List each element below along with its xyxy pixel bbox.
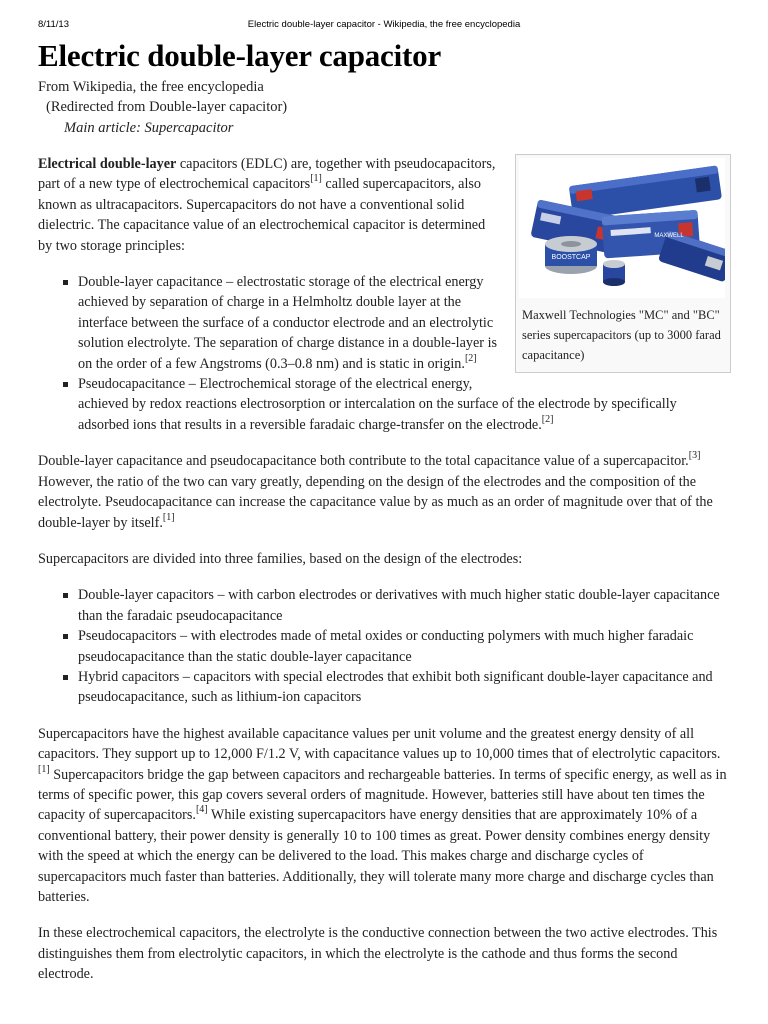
lead-term: Electrical double-layer <box>38 156 177 172</box>
storage-principles-list <box>38 272 731 435</box>
citation-link[interactable]: [2] <box>541 413 554 425</box>
intro-paragraph: Electrical double-layer capacitors (EDLC) are, together with pseudocapacitors, part of a new type of electrochemical capacitors[1] called supercapacitors, also known as ultracapacitors. Supercapacitors do not have a conventional solid dielectric. The capacitance value of an electrochemical capacitor is determined by two storage principles: <box>38 156 496 254</box>
citation-link[interactable]: [1] <box>38 763 50 775</box>
ratio-paragraph: Double-layer capacitance and pseudocapacitance both contribute to the total capacitance value of a supercapacitor.[3] However, the ratio of the two can vary greatly, depending on the design of the electrodes and the composition of the electrolyte. Pseudocapacitance can increase the capacitance value by as much as an order of magnitude over that of the double-layer by itself.[1] <box>38 450 713 531</box>
list-item: Pseudocapacitance – Electrochemical storage of the electrical energy, achieved by redox reactions electrosorption or intercalation on the surface of the electrode by specifically adsorbed ions that results in a reversible faradaic charge-transfer on the electrode.[2] <box>78 374 731 435</box>
citation-link[interactable]: [3] <box>688 450 701 462</box>
print-date: 8/11/13 <box>38 19 69 30</box>
site-sub: From Wikipedia, the free encyclopedia <box>38 79 264 95</box>
print-header <box>38 19 730 33</box>
families-intro: Supercapacitors are divided into three families, based on the design of the electrodes: <box>38 550 523 567</box>
svg-text:BOOSTCAP: BOOSTCAP <box>551 254 591 261</box>
print-title: Electric double-layer capacitor - Wikipedia, the free encyclopedia <box>247 19 521 30</box>
families-list <box>38 585 731 707</box>
citation-link[interactable]: [4] <box>195 804 208 816</box>
main-article-link[interactable]: Main article: Supercapacitor <box>64 120 234 136</box>
citation-link[interactable]: [1] <box>162 511 175 523</box>
citation-link[interactable]: [1] <box>310 173 322 185</box>
list-item: Hybrid capacitors – capacitors with special electrodes that exhibit both significant double-layer capacitance and pseudocapacitance, such as lithium-ion capacitors <box>78 667 731 708</box>
electrolyte-paragraph: In these electrochemical capacitors, the electrolyte is the conductive connection between the two active electrodes. This distinguishes them from electrolytic capacitors, in which the electrolyte is the cathode and thus forms the second electrode. <box>38 925 718 983</box>
svg-text:MAXWELL: MAXWELL <box>654 233 684 239</box>
article-body <box>38 154 731 1001</box>
density-paragraph: Supercapacitors have the highest available capacitance values per unit volume and the greatest energy density of all capacitors. They support up to 12,000 F/1.2 V, with capacitance values up to 10,000 times that of electrolytic capacitors.[1] Supercapacitors bridge the gap between capacitors and rechargeable batteries. In terms of specific energy, as well as in terms of specific power, this gap covers several orders of magnitude. However, batteries still have about ten times the capacity of supercapacitors.[4] While existing supercapacitors have energy densities that are approximately 10% of a conventional battery, their power density is generally 10 to 100 times as great. Power density combines energy density with the speed at which the energy can be delivered to the load. This makes charge and discharge cycles of supercapacitors much faster than batteries. Additionally, they will tolerate many more charge and discharge cycles than batteries. <box>38 725 727 905</box>
page-title: Electric double-layer capacitor <box>38 38 442 73</box>
list-item: Pseudocapacitors – with electrodes made of metal oxides or conducting polymers with much higher faradaic pseudocapacitance than the static double-layer capacitance <box>78 626 731 667</box>
figure-caption: Maxwell Technologies "MC" and "BC" series supercapacitors (up to 3000 farad capacitance) <box>522 308 721 362</box>
list-item: Double-layer capacitance – electrostatic storage of the electrical energy achieved by separation of charge in a Helmholtz double layer at the interface between the surface of a conductor electrode and an electrolytic solution electrolyte. The separation of charge distance in a double-layer is on the order of a few Angstroms (0.3–0.8 nm) and is static in origin.[2] <box>78 272 731 374</box>
citation-link[interactable]: [2] <box>464 352 477 364</box>
redirect-note: (Redirected from Double-layer capacitor) <box>46 99 288 115</box>
list-item: Double-layer capacitors – with carbon electrodes or derivatives with much higher static double-layer capacitance than the faradaic pseudocapacitance <box>78 585 731 626</box>
